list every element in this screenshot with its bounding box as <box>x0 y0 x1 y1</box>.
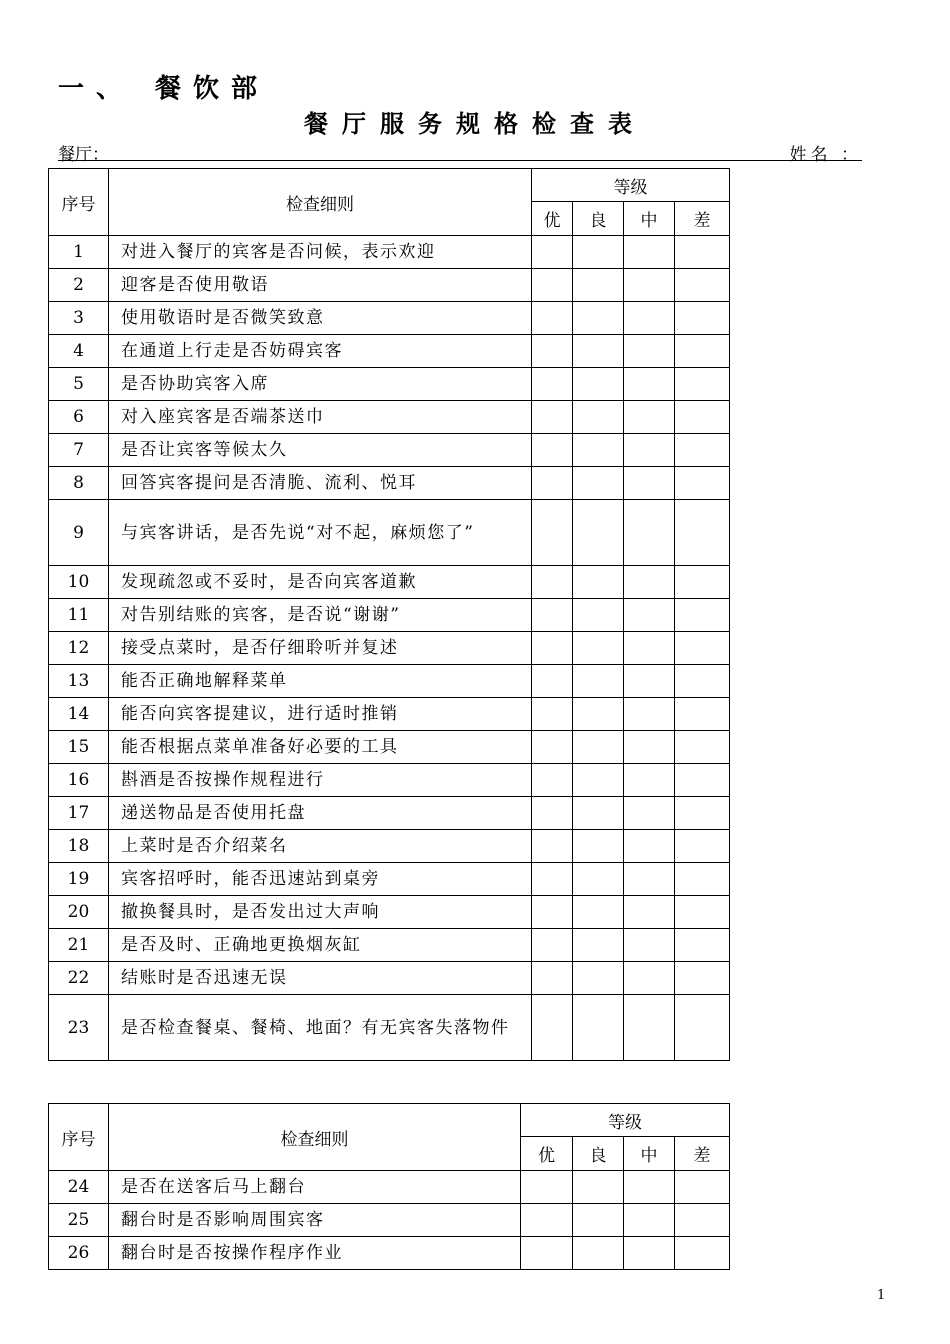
row-check-item: 在通道上行走是否妨碍宾客 <box>109 335 532 368</box>
table-row <box>49 797 730 830</box>
row-check-item: 发现疏忽或不妥时，是否向宾客道歉 <box>109 566 532 599</box>
table-row <box>49 1237 730 1270</box>
row-check-item: 对告别结账的宾客，是否说“谢谢” <box>109 599 532 632</box>
grade-excellent-cell[interactable] <box>532 632 573 665</box>
grade-poor-cell[interactable] <box>675 368 730 401</box>
grade-poor-cell[interactable] <box>675 236 730 269</box>
header-grade: 等级 <box>532 169 730 202</box>
grade-fair-cell[interactable] <box>624 467 675 500</box>
row-number: 13 <box>49 665 109 698</box>
row-check-item: 是否协助宾客入席 <box>109 368 532 401</box>
grade-excellent-cell[interactable] <box>532 995 573 1061</box>
row-check-item: 使用敬语时是否微笑致意 <box>109 302 532 335</box>
grade-excellent-cell[interactable] <box>532 401 573 434</box>
grade-fair-cell[interactable] <box>624 302 675 335</box>
grade-poor-cell[interactable] <box>675 698 730 731</box>
row-check-item: 上菜时是否介绍菜名 <box>109 830 532 863</box>
grade-poor-cell[interactable] <box>675 599 730 632</box>
grade-good-cell[interactable] <box>573 1171 624 1204</box>
row-check-item: 翻台时是否影响周围宾客 <box>109 1204 521 1237</box>
row-check-item: 回答宾客提问是否清脆、流利、悦耳 <box>109 467 532 500</box>
grade-poor-cell[interactable] <box>675 269 730 302</box>
grade-good-cell[interactable] <box>573 632 624 665</box>
row-number: 24 <box>49 1171 109 1204</box>
grade-poor-cell[interactable] <box>675 335 730 368</box>
checklist-table-2 <box>48 1103 730 1270</box>
row-check-item: 能否正确地解释菜单 <box>109 665 532 698</box>
row-check-item: 宾客招呼时，能否迅速站到桌旁 <box>109 863 532 896</box>
grade-fair-cell[interactable] <box>624 1171 675 1204</box>
grade-good-cell[interactable] <box>573 368 624 401</box>
checklist-table-1 <box>48 168 730 1061</box>
grade-poor-cell[interactable] <box>675 995 730 1061</box>
grade-excellent-cell[interactable] <box>532 962 573 995</box>
row-check-item: 是否检查餐桌、餐椅、地面？有无宾客失落物件 <box>109 995 532 1061</box>
table-row <box>49 665 730 698</box>
table-row <box>49 368 730 401</box>
grade-poor-cell[interactable] <box>675 863 730 896</box>
table-row <box>49 566 730 599</box>
grade-fair-cell[interactable] <box>624 797 675 830</box>
grade-poor-cell[interactable] <box>675 500 730 566</box>
grade-fair-cell[interactable] <box>624 632 675 665</box>
grade-fair-cell[interactable] <box>624 500 675 566</box>
row-number: 2 <box>49 269 109 302</box>
row-check-item: 能否根据点菜单准备好必要的工具 <box>109 731 532 764</box>
grade-excellent-cell[interactable] <box>532 764 573 797</box>
grade-fair-cell[interactable] <box>624 698 675 731</box>
grade-poor-header: 差 <box>675 1137 730 1171</box>
table-row <box>49 863 730 896</box>
grade-good-header: 良 <box>573 202 624 236</box>
grade-excellent-cell[interactable] <box>532 896 573 929</box>
table-row <box>49 995 730 1061</box>
row-number: 11 <box>49 599 109 632</box>
grade-poor-cell[interactable] <box>675 401 730 434</box>
grade-fair-cell[interactable] <box>624 335 675 368</box>
grade-poor-cell[interactable] <box>675 929 730 962</box>
grade-poor-cell[interactable] <box>675 665 730 698</box>
grade-excellent-cell[interactable] <box>532 467 573 500</box>
grade-good-cell[interactable] <box>573 896 624 929</box>
grade-excellent-cell[interactable] <box>532 434 573 467</box>
grade-fair-cell[interactable] <box>624 599 675 632</box>
grade-fair-cell[interactable] <box>624 764 675 797</box>
grade-poor-cell[interactable] <box>675 731 730 764</box>
grade-good-cell[interactable] <box>573 566 624 599</box>
grade-excellent-cell[interactable] <box>532 566 573 599</box>
grade-excellent-cell[interactable] <box>521 1237 573 1270</box>
name-label: 姓名 ： <box>789 145 862 165</box>
grade-fair-cell[interactable] <box>624 401 675 434</box>
grade-good-cell[interactable] <box>573 302 624 335</box>
grade-excellent-cell[interactable] <box>532 929 573 962</box>
table-row <box>49 500 730 566</box>
grade-poor-cell[interactable] <box>675 302 730 335</box>
table-row <box>49 632 730 665</box>
header-num: 序号 <box>49 1104 109 1171</box>
row-number: 3 <box>49 302 109 335</box>
table-row <box>49 335 730 368</box>
row-number: 19 <box>49 863 109 896</box>
grade-good-cell[interactable] <box>573 929 624 962</box>
form-meta-line <box>58 140 862 165</box>
grade-excellent-cell[interactable] <box>532 698 573 731</box>
row-check-item: 是否及时、正确地更换烟灰缸 <box>109 929 532 962</box>
header-num: 序号 <box>49 169 109 236</box>
grade-good-cell[interactable] <box>573 599 624 632</box>
grade-fair-cell[interactable] <box>624 830 675 863</box>
table-row <box>49 1171 730 1204</box>
row-number: 18 <box>49 830 109 863</box>
grade-good-cell[interactable] <box>573 962 624 995</box>
grade-poor-cell[interactable] <box>675 1204 730 1237</box>
header-grade: 等级 <box>521 1104 730 1137</box>
grade-poor-cell[interactable] <box>675 434 730 467</box>
table-row <box>49 236 730 269</box>
grade-excellent-cell[interactable] <box>532 731 573 764</box>
grade-poor-cell[interactable] <box>675 632 730 665</box>
grade-good-cell[interactable] <box>573 698 624 731</box>
row-check-item: 迎客是否使用敬语 <box>109 269 532 302</box>
grade-poor-cell[interactable] <box>675 467 730 500</box>
grade-good-cell[interactable] <box>573 236 624 269</box>
grade-poor-cell[interactable] <box>675 962 730 995</box>
header-detail: 检查细则 <box>109 169 532 236</box>
row-check-item: 对入座宾客是否端茶送巾 <box>109 401 532 434</box>
grade-excellent-cell[interactable] <box>532 368 573 401</box>
header-detail: 检查细则 <box>109 1104 521 1171</box>
grade-poor-cell[interactable] <box>675 1171 730 1204</box>
table-row <box>49 962 730 995</box>
table-row <box>49 764 730 797</box>
grade-excellent-cell[interactable] <box>521 1171 573 1204</box>
grade-excellent-cell[interactable] <box>532 863 573 896</box>
grade-good-cell[interactable] <box>573 830 624 863</box>
grade-fair-cell[interactable] <box>624 1237 675 1270</box>
grade-poor-header: 差 <box>675 202 730 236</box>
grade-poor-cell[interactable] <box>675 566 730 599</box>
row-number: 21 <box>49 929 109 962</box>
table-row <box>49 434 730 467</box>
grade-excellent-cell[interactable] <box>532 335 573 368</box>
grade-poor-cell[interactable] <box>675 830 730 863</box>
grade-fair-cell[interactable] <box>624 1204 675 1237</box>
row-number: 22 <box>49 962 109 995</box>
grade-excellent-cell[interactable] <box>532 500 573 566</box>
row-number: 6 <box>49 401 109 434</box>
row-number: 4 <box>49 335 109 368</box>
grade-excellent-cell[interactable] <box>532 302 573 335</box>
grade-excellent-cell[interactable] <box>532 236 573 269</box>
grade-good-cell[interactable] <box>573 335 624 368</box>
grade-fair-header: 中 <box>624 202 675 236</box>
table-row <box>49 302 730 335</box>
row-check-item: 撤换餐具时，是否发出过大声响 <box>109 896 532 929</box>
grade-excellent-header: 优 <box>521 1137 573 1171</box>
grade-good-cell[interactable] <box>573 467 624 500</box>
grade-good-cell[interactable] <box>573 401 624 434</box>
grade-poor-cell[interactable] <box>675 764 730 797</box>
table-row <box>49 830 730 863</box>
grade-fair-cell[interactable] <box>624 962 675 995</box>
row-number: 16 <box>49 764 109 797</box>
row-number: 1 <box>49 236 109 269</box>
grade-excellent-cell[interactable] <box>532 269 573 302</box>
grade-fair-cell[interactable] <box>624 665 675 698</box>
grade-poor-cell[interactable] <box>675 1237 730 1270</box>
grade-fair-cell[interactable] <box>624 368 675 401</box>
grade-excellent-cell[interactable] <box>521 1204 573 1237</box>
grade-good-cell[interactable] <box>573 1204 624 1237</box>
grade-good-cell[interactable] <box>573 731 624 764</box>
row-number: 17 <box>49 797 109 830</box>
table-row <box>49 929 730 962</box>
row-check-item: 递送物品是否使用托盘 <box>109 797 532 830</box>
row-number: 8 <box>49 467 109 500</box>
grade-good-cell[interactable] <box>573 995 624 1061</box>
grade-good-cell[interactable] <box>573 434 624 467</box>
row-check-item: 是否在送客后马上翻台 <box>109 1171 521 1204</box>
grade-fair-cell[interactable] <box>624 929 675 962</box>
grade-poor-cell[interactable] <box>675 896 730 929</box>
row-number: 7 <box>49 434 109 467</box>
grade-good-cell[interactable] <box>573 764 624 797</box>
grade-good-cell[interactable] <box>573 665 624 698</box>
row-check-item: 与宾客讲话，是否先说“对不起，麻烦您了” <box>109 500 532 566</box>
table-row <box>49 698 730 731</box>
table-row <box>49 269 730 302</box>
grade-good-cell[interactable] <box>573 863 624 896</box>
grade-poor-cell[interactable] <box>675 797 730 830</box>
row-number: 23 <box>49 995 109 1061</box>
section-title: 一、 餐饮部 <box>58 74 270 104</box>
grade-good-cell[interactable] <box>573 269 624 302</box>
grade-good-cell[interactable] <box>573 797 624 830</box>
row-number: 10 <box>49 566 109 599</box>
grade-fair-cell[interactable] <box>624 896 675 929</box>
row-number: 5 <box>49 368 109 401</box>
row-number: 25 <box>49 1204 109 1237</box>
grade-fair-cell[interactable] <box>624 236 675 269</box>
grade-excellent-cell[interactable] <box>532 599 573 632</box>
table-row <box>49 401 730 434</box>
table-row <box>49 467 730 500</box>
row-check-item: 翻台时是否按操作程序作业 <box>109 1237 521 1270</box>
grade-good-cell[interactable] <box>573 500 624 566</box>
grade-fair-cell[interactable] <box>624 566 675 599</box>
row-number: 9 <box>49 500 109 566</box>
row-number: 12 <box>49 632 109 665</box>
grade-good-header: 良 <box>573 1137 624 1171</box>
table-row <box>49 1204 730 1237</box>
row-number: 14 <box>49 698 109 731</box>
grade-excellent-cell[interactable] <box>532 665 573 698</box>
grade-fair-cell[interactable] <box>624 731 675 764</box>
grade-excellent-cell[interactable] <box>532 830 573 863</box>
row-number: 15 <box>49 731 109 764</box>
row-check-item: 能否向宾客提建议，进行适时推销 <box>109 698 532 731</box>
form-title: 餐厅服务规格检查表 <box>304 109 646 138</box>
grade-fair-header: 中 <box>624 1137 675 1171</box>
row-number: 26 <box>49 1237 109 1270</box>
grade-fair-cell[interactable] <box>624 434 675 467</box>
grade-excellent-header: 优 <box>532 202 573 236</box>
grade-excellent-cell[interactable] <box>532 797 573 830</box>
row-check-item: 斟酒是否按操作规程进行 <box>109 764 532 797</box>
row-check-item: 是否让宾客等候太久 <box>109 434 532 467</box>
grade-fair-cell[interactable] <box>624 269 675 302</box>
row-number: 20 <box>49 896 109 929</box>
table-row <box>49 731 730 764</box>
table-row <box>49 599 730 632</box>
grade-good-cell[interactable] <box>573 1237 624 1270</box>
grade-fair-cell[interactable] <box>624 995 675 1061</box>
restaurant-label: 餐厅： <box>58 145 109 165</box>
table-row <box>49 896 730 929</box>
row-check-item: 结账时是否迅速无误 <box>109 962 532 995</box>
row-check-item: 接受点菜时，是否仔细聆听并复述 <box>109 632 532 665</box>
row-check-item: 对进入餐厅的宾客是否问候，表示欢迎 <box>109 236 532 269</box>
page-number: 1 <box>877 1288 886 1303</box>
grade-fair-cell[interactable] <box>624 863 675 896</box>
